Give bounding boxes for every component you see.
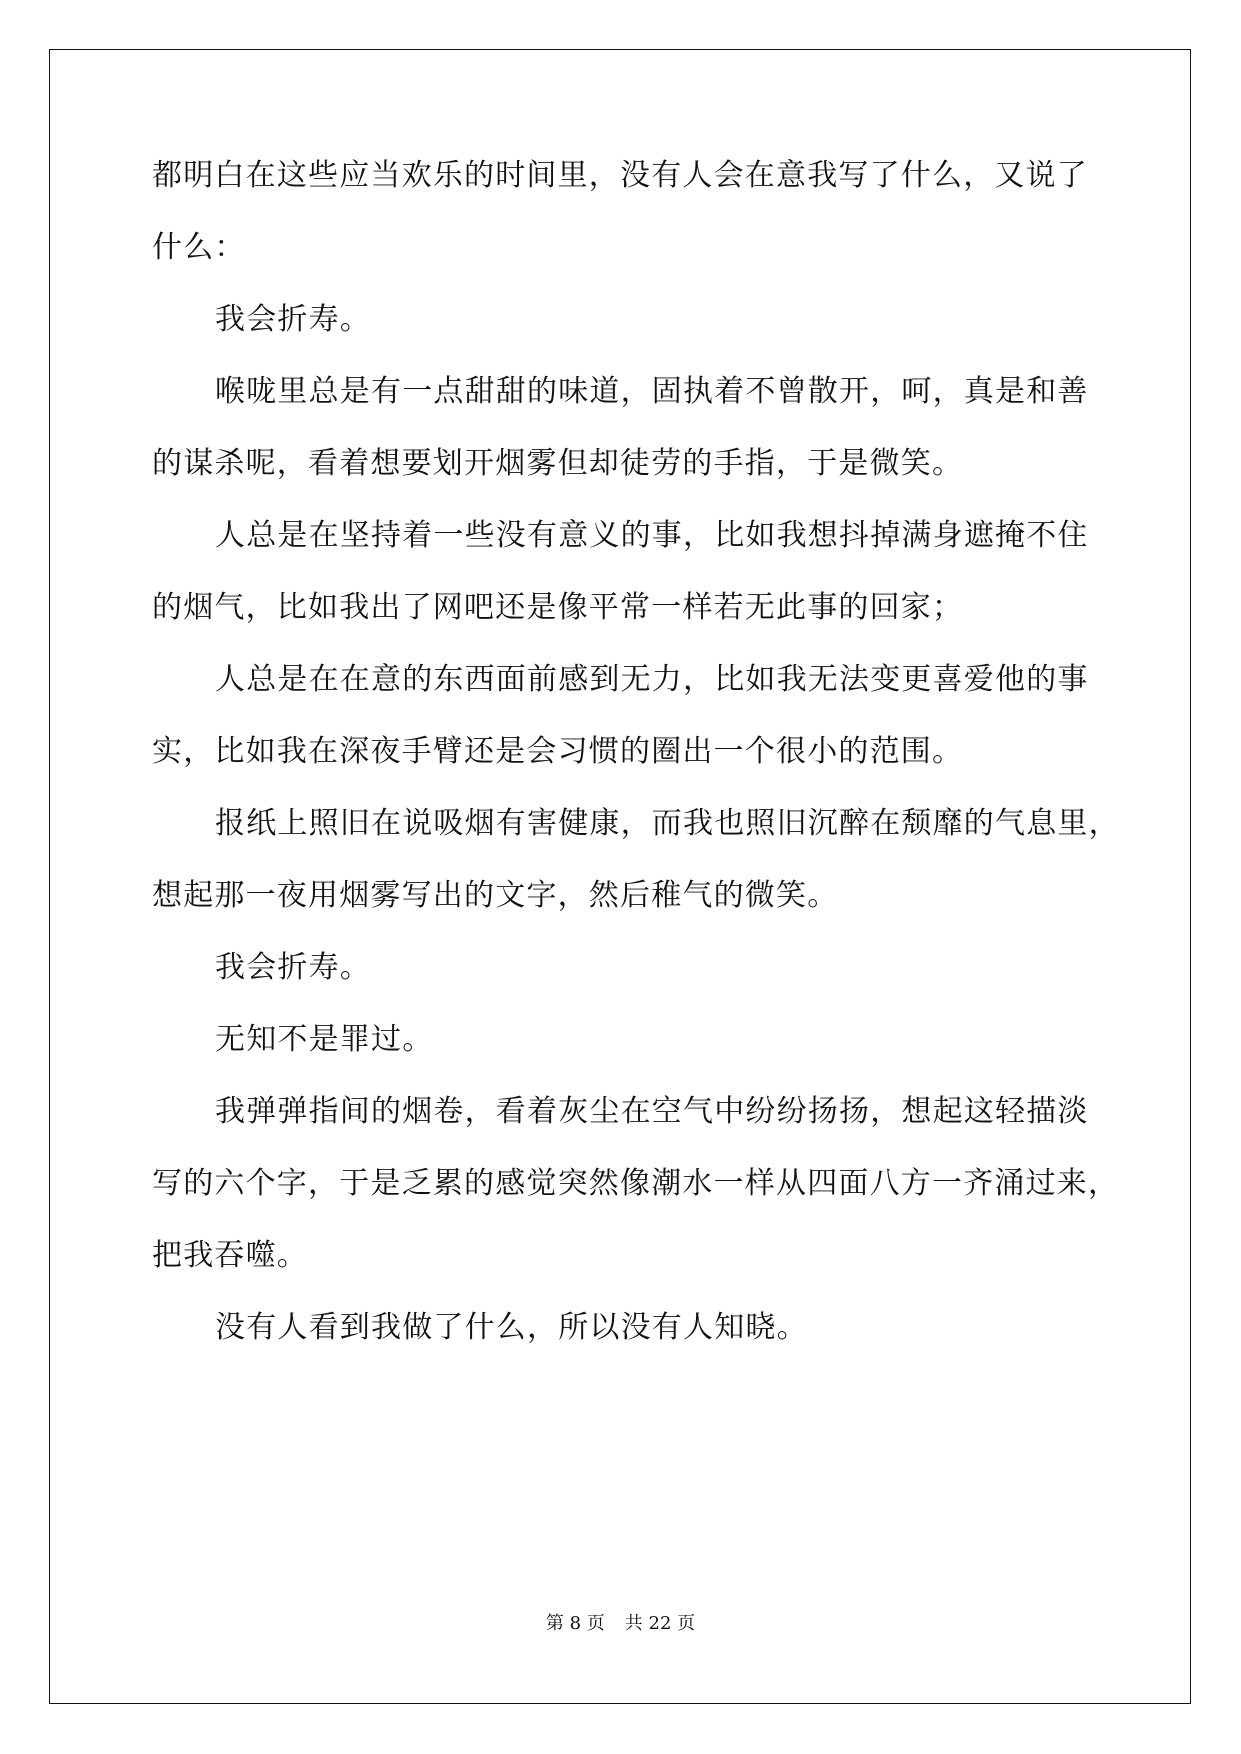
paragraph-line: 人总是在坚持着一些没有意义的事，比如我想抖掉满身遮掩不住 [215, 518, 1089, 553]
page-total: 共 22 页 [624, 1613, 696, 1634]
paragraph-line: 没有人看到我做了什么，所以没有人知晓。 [215, 1310, 808, 1345]
page-footer [0, 1612, 1241, 1636]
page-number: 第 8 页 [545, 1613, 605, 1634]
paragraph-line: 报纸上照旧在说吸烟有害健康，而我也照旧沉醉在颓靡的气息里， [215, 806, 1120, 841]
text-line: 想起那一夜用烟雾写出的文字，然后稚气的微笑。 [152, 878, 839, 913]
paragraph-line: 我会折寿。 [215, 302, 371, 337]
text-line: 的烟气，比如我出了网吧还是像平常一样若无此事的回家； [152, 590, 964, 625]
text-line: 写的六个字，于是乏累的感觉突然像潮水一样从四面八方一齐涌过来， [152, 1166, 1120, 1201]
text-line: 什么： [152, 230, 246, 265]
text-line: 把我吞噬。 [152, 1238, 308, 1273]
text-line: 都明白在这些应当欢乐的时间里，没有人会在意我写了什么，又说了 [152, 158, 1088, 193]
paragraph-line: 无知不是罪过。 [215, 1022, 434, 1057]
text-line: 实，比如我在深夜手臂还是会习惯的圈出一个很小的范围。 [152, 734, 964, 769]
paragraph-line: 人总是在在意的东西面前感到无力，比如我无法变更喜爱他的事 [215, 662, 1089, 697]
paragraph-line: 我弹弹指间的烟卷，看着灰尘在空气中纷纷扬扬，想起这轻描淡 [215, 1094, 1089, 1129]
text-line: 的谋杀呢，看着想要划开烟雾但却徒劳的手指，于是微笑。 [152, 446, 964, 481]
paragraph-line: 喉咙里总是有一点甜甜的味道，固执着不曾散开，呵，真是和善 [215, 374, 1089, 409]
paragraph-line: 我会折寿。 [215, 950, 371, 985]
